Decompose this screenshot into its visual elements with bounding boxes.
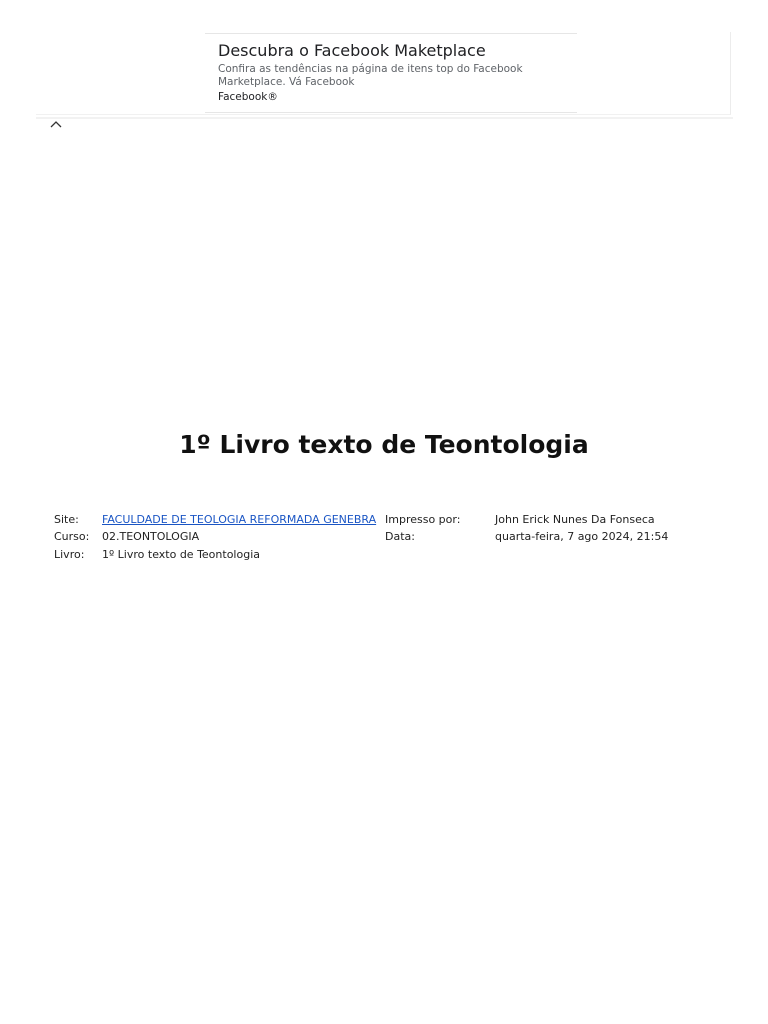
site-link[interactable]: FACULDADE DE TEOLOGIA REFORMADA GENEBRA [102, 513, 377, 526]
book-label: Livro: [54, 548, 85, 561]
printed-by-label: Impresso por: [385, 513, 461, 526]
ad-source[interactable]: Facebook® [218, 91, 278, 103]
course-value: 02.TEONTOLOGIA [102, 530, 200, 543]
printed-by-value: John Erick Nunes Da Fonseca [495, 513, 655, 526]
ad-divider [36, 117, 733, 119]
course-label: Curso: [54, 530, 90, 543]
site-label: Site: [54, 513, 79, 526]
book-value: 1º Livro texto de Teontologia [102, 548, 260, 561]
ad-collapse-button[interactable] [38, 114, 74, 134]
chevron-up-icon [50, 120, 62, 128]
date-label: Data: [385, 530, 415, 543]
ad-headline[interactable]: Descubra o Facebook Maketplace [218, 41, 486, 60]
date-value: quarta-feira, 7 ago 2024, 21:54 [495, 530, 669, 543]
document-title: 1º Livro texto de Teontologia [179, 430, 589, 459]
ad-description[interactable]: Confira as tendências na página de itens top do Facebook Marketplace. Vá Facebook [218, 63, 523, 88]
ad-card[interactable] [205, 33, 577, 113]
